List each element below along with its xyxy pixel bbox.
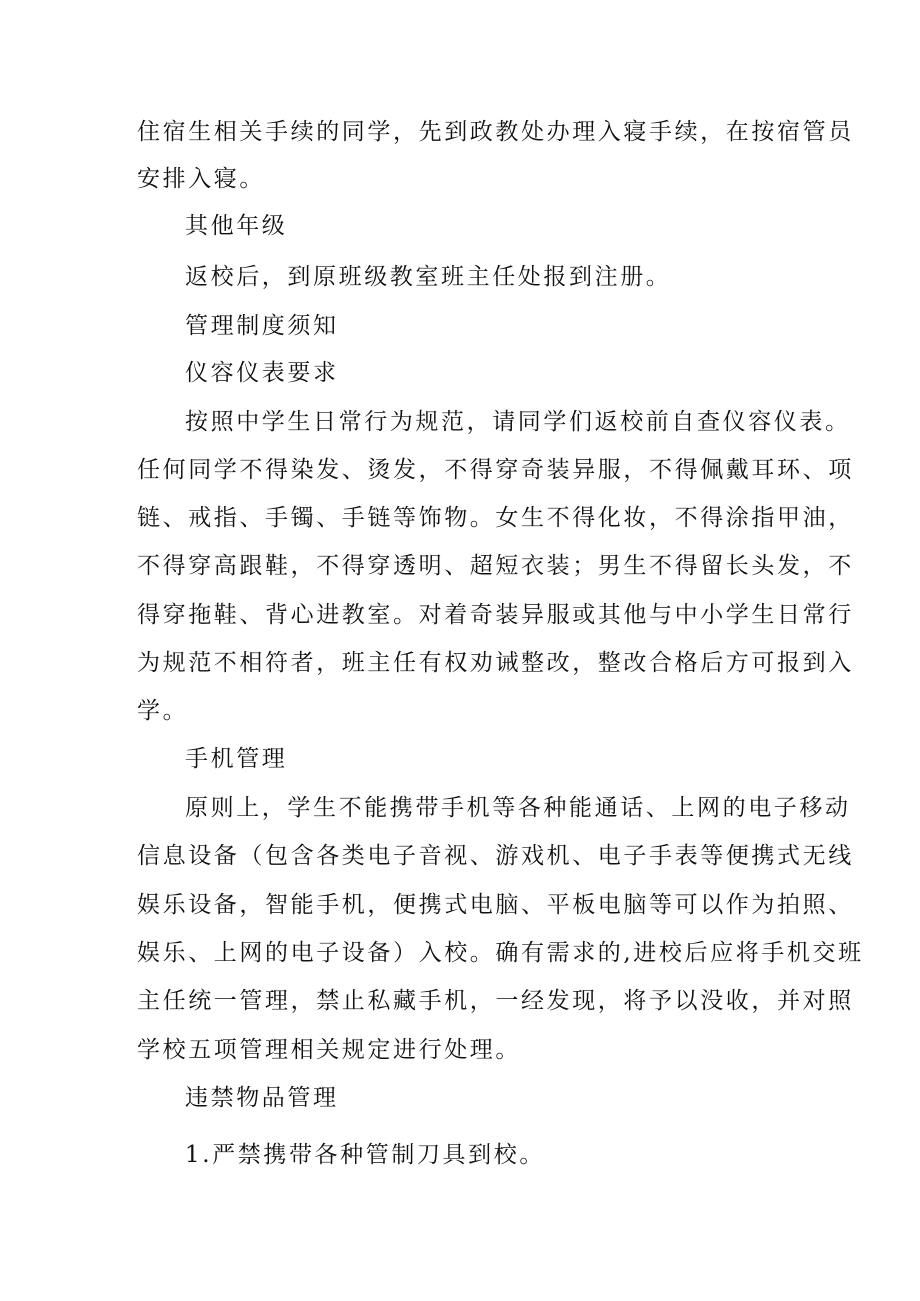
paragraph-line: 信息设备（包含各类电子音视、游戏机、电子手表等便携式无线 <box>137 843 854 869</box>
paragraph-line: 学。 <box>137 698 189 724</box>
paragraph-line: 主任统一管理，禁止私藏手机，一经发现，将予以没收，并对照 <box>137 988 854 1014</box>
section-heading: 其他年级 <box>185 213 288 239</box>
section-heading: 违禁物品管理 <box>185 1085 339 1111</box>
paragraph-line: 任何同学不得染发、烫发，不得穿奇装异服，不得佩戴耳环、项 <box>137 457 854 483</box>
paragraph-line: 娱乐设备，智能手机，便携式电脑、平板电脑等可以作为拍照、 <box>137 892 854 918</box>
paragraph-line: 原则上，学生不能携带手机等各种能通话、上网的电子移动 <box>185 795 851 821</box>
paragraph-line: 为规范不相符者，班主任有权劝诫整改，整改合格后方可报到入 <box>137 650 854 676</box>
paragraph-line: 学校五项管理相关规定进行处理。 <box>137 1037 521 1063</box>
section-heading: 仪容仪表要求 <box>185 360 339 386</box>
section-heading: 手机管理 <box>185 746 288 772</box>
paragraph-line: 不得穿高跟鞋，不得穿透明、超短衣装；男生不得留长头发，不 <box>137 553 854 579</box>
paragraph-line: 返校后，到原班级教室班主任处报到注册。 <box>185 264 672 290</box>
paragraph-line: 娱乐、上网的电子设备）入校。确有需求的,进校后应将手机交班 <box>137 940 864 966</box>
paragraph-line: 链、戒指、手镯、手链等饰物。女生不得化妆，不得涂指甲油， <box>137 505 854 531</box>
paragraph-line: 住宿生相关手续的同学，先到政教处办理入寝手续，在按宿管员 <box>137 119 854 145</box>
paragraph-line: 按照中学生日常行为规范，请同学们返校前自查仪容仪表。 <box>185 409 851 435</box>
paragraph-line: 得穿拖鞋、背心进教室。对着奇装异服或其他与中小学生日常行 <box>137 602 854 628</box>
paragraph-line: 安排入寝。 <box>137 166 265 192</box>
list-item: 1.严禁携带各种管制刀具到校。 <box>185 1142 545 1168</box>
section-heading: 管理制度须知 <box>185 313 339 339</box>
